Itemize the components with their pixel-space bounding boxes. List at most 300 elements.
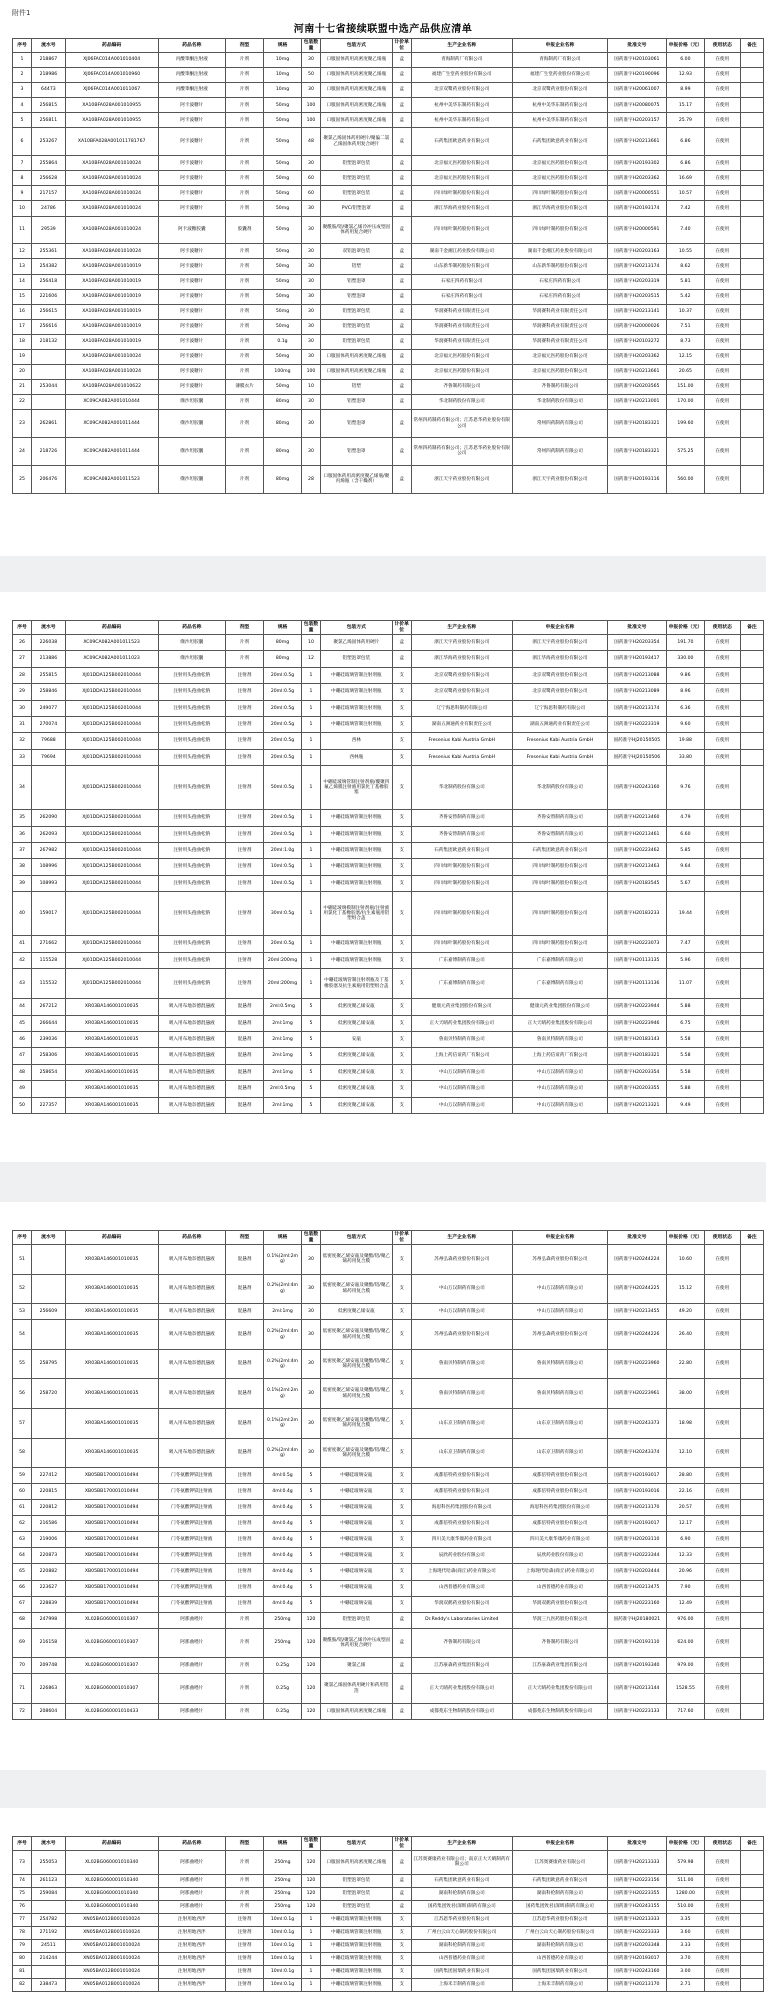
cell-pack-method: 铝塑泡罩包装 [320,1612,392,1628]
cell-status: 在使用 [704,274,740,289]
cell-manufacturer: 齐鲁制药有限公司 [411,380,512,395]
cell-pack-qty: 100 [301,364,320,379]
cell-applicant: 浙江华海药业股份有限公司 [512,201,607,216]
cell-drug-code: XN05BA012B001010024 [65,1952,158,1965]
column-header-status: 使用状态 [704,1231,740,1245]
cell-approval-no: 国药准字H20223073 [607,936,666,952]
cell-drug-name: 吸入用布地奈德混悬液 [158,1320,226,1350]
cell-dosage-form: 片剂 [226,98,264,113]
cell-spec: 80mg [264,438,302,466]
cell-serial: 216586 [31,1516,65,1532]
cell-spec: 0.1%(2ml:2mg) [264,1245,302,1275]
cell-seq: 66 [13,1580,32,1596]
cell-remark [740,842,763,858]
cell-drug-code: XA10BFA028A001010955 [65,98,158,113]
cell-applicant: 华北制药股份有限公司 [512,395,607,410]
cell-unit: 支 [392,1438,411,1468]
cell-pack-method: 口服固体药用高密度聚乙烯瓶 [320,364,392,379]
cell-seq: 79 [13,1939,32,1952]
cell-applicant: 四川绿叶制药股份有限公司 [512,186,607,201]
cell-pack-qty: 120 [301,1874,320,1887]
cell-pack-method: 中硼硅玻璃安瓿 [320,1564,392,1580]
cell-spec: 2ml:1mg [264,1064,302,1080]
cell-manufacturer: 浙江天宇药业股份有限公司 [411,465,512,493]
cell-spec: 50mg [264,128,302,156]
cell-applicant: 中山万汉制药有限公司 [512,1064,607,1080]
cell-drug-code: XR03BA146001010035 [65,1438,158,1468]
cell-serial: 216158 [31,1628,65,1658]
cell-pack-method: 低密度聚乙烯安瓿 [320,1048,392,1064]
cell-price: 25.79 [666,113,704,128]
table-row [13,438,764,466]
cell-status: 在使用 [704,892,740,936]
cell-drug-name: 阿卡波糖片 [158,156,226,171]
cell-price: 7.42 [666,201,704,216]
cell-drug-name: 注射用头孢曲松钠 [158,667,226,683]
cell-seq: 74 [13,1874,32,1887]
cell-unit: 盒 [392,334,411,349]
cell-serial [31,395,65,410]
cell-spec: 250mg [264,1874,302,1887]
cell-applicant: 成都苑东生物制药股份有限公司 [512,1703,607,1719]
cell-drug-code: XR03BA146001010035 [65,1320,158,1350]
cell-serial: 220815 [31,1484,65,1500]
cell-spec: 20ml:0.5g [264,700,302,716]
cell-dosage-form: 注射剂 [226,1564,264,1580]
column-header-approval-no: 批准文号 [607,621,666,635]
cell-drug-name: 丙酸睾酮注射液 [158,83,226,98]
table-row [13,1952,764,1965]
cell-seq: 52 [13,1274,32,1304]
cell-remark [740,667,763,683]
cell-serial: 227357 [31,1097,65,1113]
cell-applicant: 苏州弘森药业股份有限公司 [512,1320,607,1350]
cell-pack-qty: 48 [301,128,320,156]
cell-drug-code: XA10BFA028A001010019 [65,274,158,289]
cell-remark [740,700,763,716]
cell-drug-code: XN05BA012B001010024 [65,1926,158,1939]
cell-remark [740,1913,763,1926]
cell-drug-code: XB05BB170001010494 [65,1516,158,1532]
cell-approval-no: 国药准字H20223319 [607,716,666,732]
cell-spec: 10ml:0.1g [264,1965,302,1978]
table-row [13,1851,764,1875]
cell-status: 在使用 [704,733,740,749]
cell-pack-qty: 30 [301,438,320,466]
cell-drug-code: XL02BG060001010340 [65,1851,158,1875]
cell-price: 199.60 [666,410,704,438]
cell-status: 在使用 [704,1952,740,1965]
cell-price: 3.35 [666,1913,704,1926]
cell-price: 9.76 [666,766,704,810]
cell-pack-method: 低密度聚乙烯安瓿及聚酯/铝/聚乙烯药用复合膜 [320,1349,392,1379]
cell-pack-qty: 5 [301,1516,320,1532]
column-header-drug-code: 药品编码 [65,39,158,53]
table-row [13,216,764,244]
cell-manufacturer: 国药集团致君(深圳)制药有限公司 [411,1900,512,1913]
cell-pack-qty: 120 [301,1703,320,1719]
cell-serial: 267212 [31,999,65,1015]
cell-unit: 盒 [392,1900,411,1913]
cell-approval-no: 国药准字H20213144 [607,1674,666,1704]
cell-price: 6.00 [666,53,704,68]
cell-price: 4.79 [666,810,704,826]
table-row [13,1612,764,1628]
cell-seq: 59 [13,1468,32,1484]
column-header-drug-code: 药品编码 [65,1231,158,1245]
cell-dosage-form: 注射剂 [226,875,264,891]
cell-serial: 249077 [31,700,65,716]
cell-status: 在使用 [704,186,740,201]
cell-seq: 71 [13,1674,32,1704]
cell-approval-no: 国药准字H20193017 [607,1952,666,1965]
cell-approval-no: 国药准字H20213661 [607,364,666,379]
cell-dosage-form: 注射剂 [226,1468,264,1484]
cell-status: 在使用 [704,1612,740,1628]
cell-approval-no: 国药准字H20193302 [607,156,666,171]
cell-applicant: 辽宁海思科制药有限公司 [512,700,607,716]
cell-serial: 239036 [31,1031,65,1047]
cell-seq: 27 [13,651,32,667]
cell-spec: 2ml:1mg [264,1015,302,1031]
cell-serial [31,364,65,379]
cell-approval-no: 国药准字H20244225 [607,1274,666,1304]
cell-unit: 盒 [392,364,411,379]
cell-manufacturer: 湖南千金湘江药业股份有限公司 [411,244,512,259]
page-separator [0,1162,766,1202]
cell-approval-no: 国药准字H20203362 [607,171,666,186]
cell-applicant: 中山万汉制药有限公司 [512,1274,607,1304]
cell-applicant: 四川绿叶制药股份有限公司 [512,216,607,244]
cell-manufacturer: 鲁南贝特制药有限公司 [411,1379,512,1409]
cell-spec: 80mg [264,410,302,438]
cell-manufacturer: 上海禾丰制药有限公司 [411,1978,512,1991]
table-row [13,319,764,334]
column-header-dosage-form: 剂型 [226,621,264,635]
cell-serial: 64473 [31,83,65,98]
cell-seq: 76 [13,1900,32,1913]
document-title: 河南十七省接续联盟中选产品供应清单 [293,24,473,35]
cell-unit: 盒 [392,651,411,667]
cell-applicant: 华北制药股份有限公司 [512,766,607,810]
cell-applicant: 四川绿叶制药股份有限公司 [512,859,607,875]
cell-drug-code: XA10BFA028A001010019 [65,259,158,274]
cell-drug-code: XB05BB170001010494 [65,1564,158,1580]
cell-pack-qty: 120 [301,1900,320,1913]
column-header-unit: 计价单位 [392,621,411,635]
table-row [13,1097,764,1113]
cell-status: 在使用 [704,98,740,113]
cell-serial [31,1965,65,1978]
cell-applicant: 常州四药制药有限公司 [512,410,607,438]
cell-pack-method: 中硼硅玻璃管制注射剂瓶 [320,842,392,858]
cell-serial: 262090 [31,810,65,826]
cell-dosage-form: 片剂 [226,1851,264,1875]
cell-approval-no: 国药准字H20244224 [607,1245,666,1275]
cell-status: 在使用 [704,842,740,858]
cell-pack-method: 口服固体药用高密度聚乙烯瓶 [320,83,392,98]
cell-approval-no: 国药准字H20203444 [607,1564,666,1580]
cell-price: 12.93 [666,68,704,83]
cell-drug-code: XA10BFA028A001010024 [65,349,158,364]
cell-approval-no: 国药准字H20223333 [607,1926,666,1939]
cell-pack-qty: 5 [301,1031,320,1047]
table-row [13,113,764,128]
column-header-status: 使用状态 [704,621,740,635]
cell-drug-code: XJ06FAC014A001010404 [65,53,158,68]
cell-seq: 50 [13,1097,32,1113]
cell-approval-no: 国药准字HJ20150505 [607,733,666,749]
cell-applicant: 四川绿叶制药股份有限公司 [512,936,607,952]
cell-status: 在使用 [704,1926,740,1939]
cell-pack-method: 聚酰胺/铝/聚氯乙烯冷冲压成型固体药用复合硬片 [320,1628,392,1658]
cell-pack-method: 铝塑泡罩包装 [320,1874,392,1887]
cell-serial: 258720 [31,1379,65,1409]
cell-approval-no: 国药准字H20223355 [607,1887,666,1900]
cell-pack-qty: 5 [301,1484,320,1500]
cell-remark [740,1245,763,1275]
cell-pack-method: 聚氯乙烯固体药用硬片/聚偏二氯乙烯固体药用复合硬片 [320,128,392,156]
table-row [13,1596,764,1612]
cell-spec: 2ml:1mg [264,1304,302,1320]
cell-pack-qty: 5 [301,1048,320,1064]
cell-spec: 0.2%(2ml:4mg) [264,1274,302,1304]
cell-drug-code: XB05BB170001010494 [65,1500,158,1516]
cell-remark [740,1097,763,1113]
cell-applicant: 北京双鹭药业股份有限公司 [512,83,607,98]
cell-serial: 227412 [31,1468,65,1484]
cell-price: 575.25 [666,438,704,466]
cell-seq: 58 [13,1438,32,1468]
cell-drug-name: 注射用地西泮 [158,1913,226,1926]
cell-drug-code: XL02BG060001010307 [65,1658,158,1674]
column-header-manufacturer: 生产企业名称 [411,621,512,635]
cell-spec: 250mg [264,1851,302,1875]
cell-status: 在使用 [704,259,740,274]
cell-pack-qty: 50 [301,68,320,83]
cell-unit: 支 [392,1965,411,1978]
cell-drug-code: XJ01DDA125B002010044 [65,810,158,826]
cell-pack-qty: 30 [301,289,320,304]
table-row [13,733,764,749]
cell-remark [740,319,763,334]
cell-pack-qty: 5 [301,1064,320,1080]
cell-pack-method: 低密度聚乙烯安瓿及聚酯/铝/聚乙烯药用复合膜 [320,1245,392,1275]
table-row [13,1379,764,1409]
cell-unit: 支 [392,842,411,858]
cell-approval-no: 国药准字H20213661 [607,128,666,156]
cell-unit: 支 [392,1015,411,1031]
cell-price: 15.12 [666,1274,704,1304]
cell-serial: 213886 [31,651,65,667]
cell-unit: 盒 [392,156,411,171]
cell-pack-qty: 1 [301,667,320,683]
cell-unit: 盒 [392,98,411,113]
cell-status: 在使用 [704,319,740,334]
cell-pack-method: 中硼硅玻璃安瓿 [320,1580,392,1596]
cell-drug-code: XA10BFA028A001010019 [65,319,158,334]
cell-manufacturer: 成都倍特药业股份有限公司 [411,1516,512,1532]
table-row [13,1349,764,1379]
cell-drug-name: 门冬氨酸钾镁注射液 [158,1516,226,1532]
page-separator [0,1770,766,1808]
cell-drug-name: 吸入用布地奈德混悬液 [158,1438,226,1468]
cell-seq: 35 [13,810,32,826]
cell-seq: 46 [13,1031,32,1047]
cell-serial: 115528 [31,952,65,968]
cell-drug-code: XJ01DDA125B002010044 [65,733,158,749]
cell-approval-no: 国药准字H20193417 [607,651,666,667]
cell-unit: 支 [392,936,411,952]
cell-spec: 80mg [264,395,302,410]
cell-manufacturer: 成都苑东生物制药股份有限公司 [411,1703,512,1719]
cell-spec: 50mg [264,216,302,244]
cell-price: 511.00 [666,1874,704,1887]
table-row [13,334,764,349]
cell-seq: 42 [13,952,32,968]
cell-serial: 226038 [31,635,65,651]
cell-approval-no: 国药准字H20213174 [607,259,666,274]
table-row [13,201,764,216]
cell-manufacturer: 成都倍特药业股份有限公司 [411,1468,512,1484]
cell-approval-no: 国药准字H20213333 [607,1913,666,1926]
cell-approval-no: 国药准字H20193017 [607,1516,666,1532]
column-header-price: 申报价格（元） [666,1231,704,1245]
cell-drug-code: XB05BB170001010494 [65,1468,158,1484]
cell-seq: 39 [13,875,32,891]
cell-remark [740,1064,763,1080]
table-row [13,156,764,171]
cell-remark [740,651,763,667]
cell-pack-method: 低密度聚乙烯安瓿及聚酯/铝/聚乙烯药用复合膜 [320,1379,392,1409]
cell-remark [740,1379,763,1409]
cell-serial [31,1409,65,1439]
cell-drug-name: 注射用头孢曲松钠 [158,968,226,998]
table-row [13,98,764,113]
cell-drug-name: 阿卡波糖片 [158,349,226,364]
cell-drug-code: XJ01DDA125B002010044 [65,842,158,858]
cell-spec: 4ml:0.4g [264,1596,302,1612]
cell-price: 9.86 [666,667,704,683]
cell-remark [740,244,763,259]
cell-unit: 支 [392,1926,411,1939]
cell-dosage-form: 注射剂 [226,1532,264,1548]
column-header-drug-code: 药品编码 [65,1837,158,1851]
supply-table-page-1 [12,38,764,494]
cell-status: 在使用 [704,635,740,651]
cell-remark [740,1548,763,1564]
cell-applicant: 浙江天宇药业股份有限公司 [512,465,607,493]
cell-remark [740,68,763,83]
cell-status: 在使用 [704,1274,740,1304]
cell-remark [740,1048,763,1064]
cell-seq: 13 [13,259,32,274]
cell-drug-code: XC09CA082A001010444 [65,395,158,410]
cell-unit: 盒 [392,113,411,128]
cell-drug-code: XJ01DDA125B002010044 [65,826,158,842]
cell-manufacturer: 苏州弘森药业股份有限公司 [411,1245,512,1275]
cell-manufacturer: 杭州中美华东制药有限公司 [411,113,512,128]
cell-manufacturer: 青海制药厂有限公司 [411,53,512,68]
cell-unit: 支 [392,1081,411,1097]
cell-applicant: 北京福元医药股份有限公司 [512,156,607,171]
cell-status: 在使用 [704,766,740,810]
cell-unit: 支 [392,1532,411,1548]
cell-remark [740,810,763,826]
cell-pack-qty: 1 [301,733,320,749]
cell-drug-code: XJ01DDA125B002010044 [65,766,158,810]
column-header-spec: 规格 [264,39,302,53]
cell-spec: 0.2%(2ml:4mg) [264,1320,302,1350]
cell-seq: 32 [13,733,32,749]
cell-pack-method: 中硼硅玻璃安瓿 [320,1484,392,1500]
cell-seq: 67 [13,1596,32,1612]
cell-pack-method: 铝塑泡罩 [320,289,392,304]
cell-drug-code: XA10BFA028A001010024 [65,186,158,201]
cell-pack-qty: 30 [301,395,320,410]
cell-pack-qty: 30 [301,1409,320,1439]
cell-pack-method: 低密度聚乙烯安瓿 [320,1304,392,1320]
cell-drug-name: 阿那曲唑片 [158,1851,226,1875]
cell-seq: 28 [13,667,32,683]
cell-spec: 50mg [264,186,302,201]
cell-pack-method: 中硼硅玻璃安瓿 [320,1596,392,1612]
cell-pack-method: 中硼硅玻璃安瓿 [320,1516,392,1532]
cell-drug-name: 注射用地西泮 [158,1965,226,1978]
cell-pack-method: 铝塑泡罩 [320,438,392,466]
cell-approval-no: 国药准字H20243160 [607,1965,666,1978]
cell-pack-qty: 30 [301,1379,320,1409]
cell-status: 在使用 [704,380,740,395]
cell-dosage-form: 注射剂 [226,1500,264,1516]
column-header-status: 使用状态 [704,39,740,53]
cell-unit: 支 [392,716,411,732]
cell-remark [740,349,763,364]
cell-unit: 盒 [392,349,411,364]
cell-price: 10.57 [666,186,704,201]
cell-drug-code: XB05BB170001010494 [65,1596,158,1612]
cell-manufacturer: 石药集团欧意药业有限公司 [411,1874,512,1887]
cell-price: 10.37 [666,304,704,319]
cell-spec: 0.25g [264,1674,302,1704]
cell-applicant: 华润双鹤药业股份有限公司 [512,1596,607,1612]
cell-dosage-form: 注射剂 [226,684,264,700]
supply-table-page-4 [12,1836,764,1992]
cell-spec: 0.2%(2ml:4mg) [264,1438,302,1468]
cell-price: 20.65 [666,364,704,379]
cell-unit: 支 [392,1939,411,1952]
cell-dosage-form: 片剂 [226,68,264,83]
column-header-dosage-form: 剂型 [226,1837,264,1851]
cell-approval-no: 国药准字H20203319 [607,274,666,289]
cell-remark [740,380,763,395]
cell-pack-qty: 30 [301,349,320,364]
cell-dosage-form: 片剂 [226,410,264,438]
cell-unit: 盒 [392,128,411,156]
cell-applicant: 湖南千金湘江药业股份有限公司 [512,244,607,259]
cell-pack-qty: 1 [301,859,320,875]
cell-spec: 0.2%(2ml:4mg) [264,1349,302,1379]
cell-drug-code: XR03BA146001010035 [65,1409,158,1439]
table-row [13,1516,764,1532]
cell-drug-code: XC09CA082A001011523 [65,635,158,651]
cell-approval-no: 国药准字H20203354 [607,635,666,651]
cell-status: 在使用 [704,1628,740,1658]
cell-spec: 20ml:1.0g [264,842,302,858]
cell-remark [740,1532,763,1548]
cell-price: 38.00 [666,1379,704,1409]
cell-price: 12.33 [666,1548,704,1564]
